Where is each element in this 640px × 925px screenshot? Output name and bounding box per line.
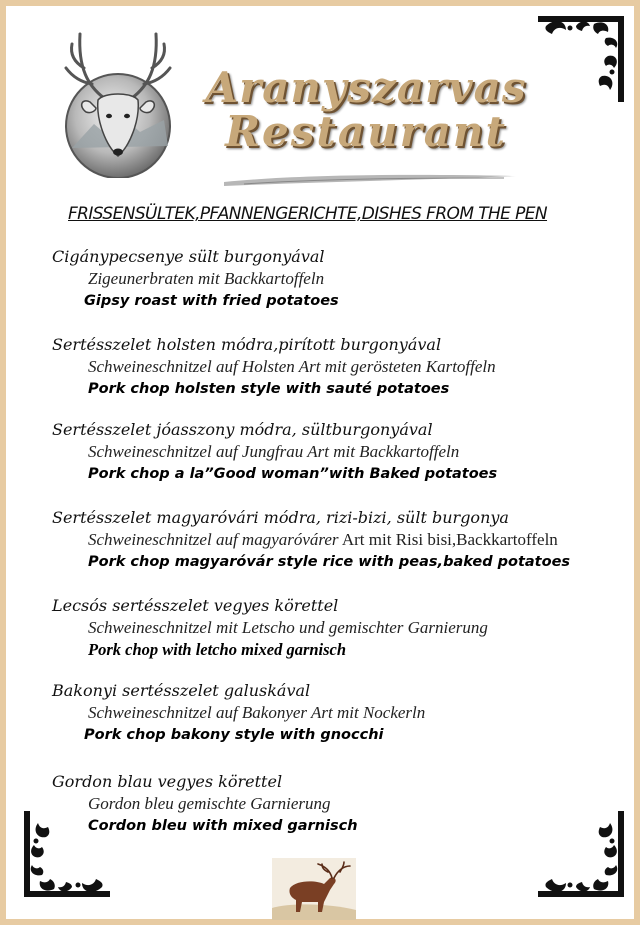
title-swoosh-divider	[224, 172, 516, 190]
dish-name-german: Schweineschnitzel auf Jungfrau Art mit Backkartoffeln	[88, 442, 460, 461]
dish-name-english: Pork chop holsten style with sauté potatoes	[88, 381, 450, 397]
stag-illustration-icon	[272, 858, 356, 920]
dish-name-hungarian: Sertésszelet holsten módra,pirított burgonyával	[52, 335, 442, 354]
menu-item	[52, 771, 632, 837]
dish-name-german: Schweineschnitzel mit Letscho und gemischter Garnierung	[88, 618, 488, 637]
floral-corner-icon	[536, 14, 626, 104]
dish-name-german-italic: Schweineschnitzel auf magyaróvárer	[88, 530, 339, 549]
dish-name-english: Pork chop magyaróvár style rice with peas,baked potatoes	[88, 554, 571, 570]
menu-item	[52, 507, 632, 573]
dish-name-english: Pork chop bakony style with gnocchi	[84, 727, 384, 743]
dish-name-english: Cordon bleu with mixed garnisch	[88, 818, 358, 834]
dish-name-hungarian: Sertésszelet magyaróvári módra, rizi-bizi, sült burgonya	[52, 508, 509, 527]
dish-name-english: Pork chop with letcho mixed garnisch	[88, 640, 347, 659]
section-heading: FRISSENSÜLTEK,PFANNENGERICHTE,DISHES FROM THE PEN	[68, 204, 548, 224]
menu-item	[52, 246, 632, 312]
dish-name-hungarian: Gordon blau vegyes körettel	[52, 772, 283, 791]
dish-name-hungarian: Bakonyi sertésszelet galuskával	[52, 681, 311, 700]
restaurant-title	[186, 63, 546, 157]
dish-name-german: Schweineschnitzel auf Bakonyer Art mit Nockerln	[88, 703, 426, 722]
dish-name-german: Zigeunerbraten mit Backkartoffeln	[88, 269, 325, 288]
menu-item	[52, 595, 632, 661]
restaurant-name-line2: Restaurant	[225, 107, 507, 157]
dish-name-hungarian: Cigánypecsenye sült burgonyával	[52, 247, 325, 266]
dish-name-english: Pork chop a la”Good woman”with Baked potatoes	[88, 466, 498, 482]
dish-name-hungarian: Lecsós sertésszelet vegyes körettel	[52, 596, 339, 615]
dish-name-german-tail: Art mit Risi bisi,Backkartoffeln	[338, 530, 558, 549]
dish-name-german	[52, 529, 632, 551]
dish-name-german: Schweineschnitzel auf Holsten Art mit gerösteten Kartoffeln	[88, 357, 496, 376]
dish-name-hungarian: Sertésszelet jóasszony módra, sültburgonyával	[52, 420, 433, 439]
menu-item	[52, 334, 632, 400]
restaurant-name-line1: Aranyszarvas	[205, 63, 527, 112]
menu-item	[52, 419, 632, 485]
menu-item	[52, 680, 632, 746]
dish-name-german: Gordon bleu gemischte Garnierung	[88, 794, 331, 813]
dish-name-english: Gipsy roast with fried potatoes	[84, 293, 339, 309]
deer-head-logo-icon	[60, 28, 182, 178]
